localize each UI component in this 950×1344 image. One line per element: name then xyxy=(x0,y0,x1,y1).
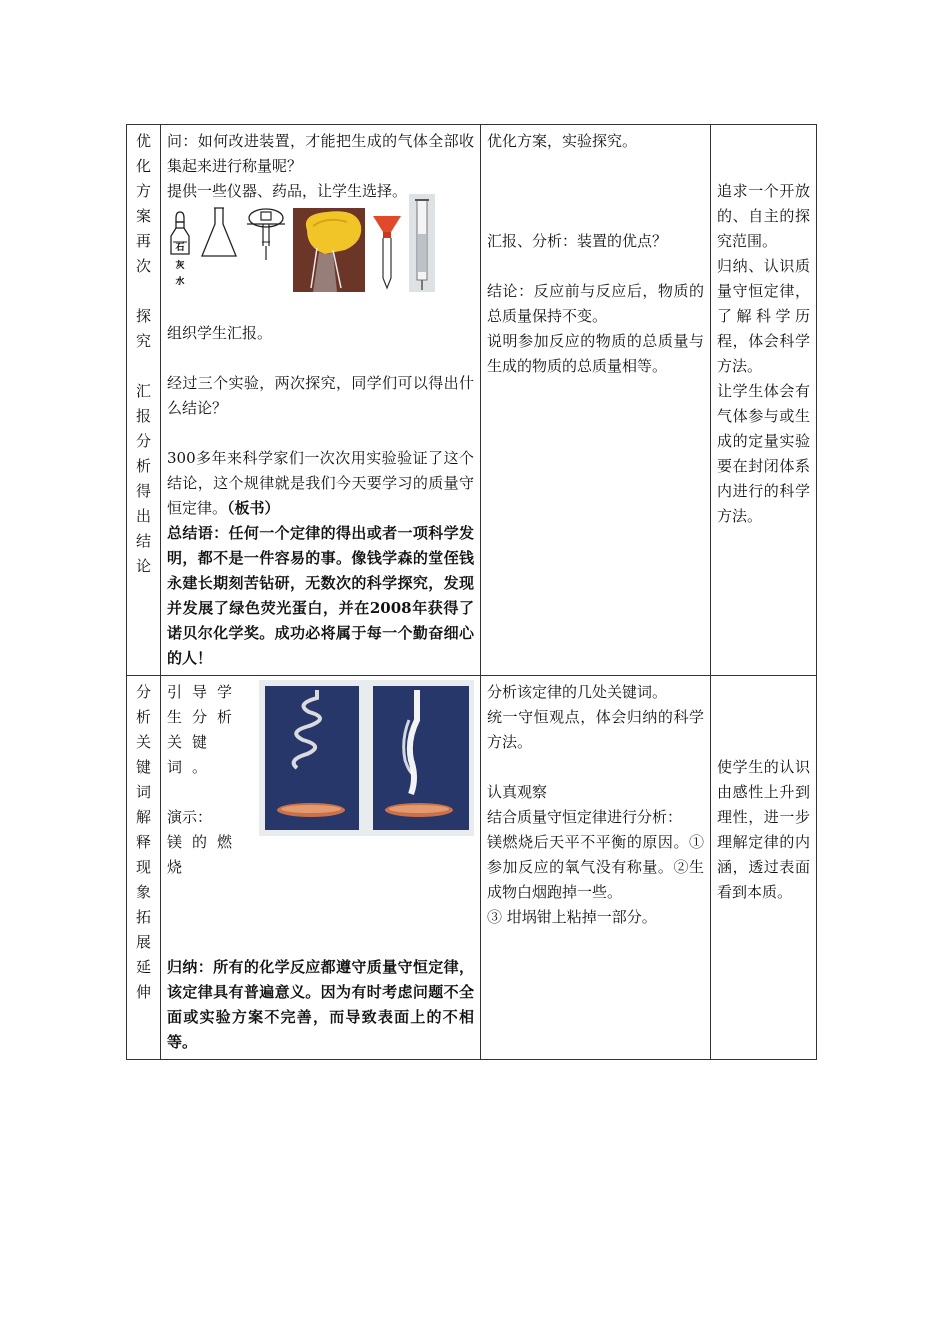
student-conclusion: 结论：反应前与反应后，物质的总质量保持不变。 xyxy=(487,282,704,325)
teacher-summary: 总结语：任何一个定律的得出或者一项科学发明，都不是一件容易的事。像钱学森的堂侄钱永建长期刻苦钻研，无数次的科学探究，发现并发展了绿色荧光蛋白，并在2008年获得了诺贝尔化学奖。成功必将属于每一个勤奋细心的人！ xyxy=(167,524,474,667)
stage-char: 得 xyxy=(135,482,151,500)
stage-char: 关 xyxy=(135,733,151,751)
teacher-activity-cell xyxy=(161,125,481,676)
stage-char: 案 xyxy=(135,207,151,225)
stage-char: 析 xyxy=(135,708,151,726)
stage-char: 键 xyxy=(135,758,151,776)
reagent-bottle-icon xyxy=(167,208,193,292)
stage-char: 词 xyxy=(135,783,151,801)
magnesium-burning-photo xyxy=(259,680,474,836)
stage-char: 汇 xyxy=(135,382,151,400)
history-text: 300多年来科学家们一次次用实验验证了这个结论，这个规律就是我们今天要学习的质量守恒定律。 xyxy=(167,449,474,517)
stage-char: 论 xyxy=(135,557,151,575)
student-observe: 认真观察 xyxy=(487,783,548,801)
demo-title: 镁的燃烧 xyxy=(167,833,243,876)
teacher-question: 问：如何改进装置，才能把生成的气体全部收集起来进行称量呢？ xyxy=(167,132,474,175)
student-reason: 镁燃烧后天平不平衡的原因。①参加反应的氧气没有称量。②生成物白烟跑掉一些。 xyxy=(487,833,704,901)
funnel-icon xyxy=(371,208,403,292)
teacher-history xyxy=(167,446,474,521)
table-row xyxy=(127,676,817,1060)
conical-flask-icon xyxy=(199,204,239,264)
design-intent-cell xyxy=(711,676,817,1060)
stage-char: 分 xyxy=(135,683,151,701)
table-row xyxy=(127,125,817,676)
stage-char: 优 xyxy=(135,132,151,150)
stage-char: 结 xyxy=(135,532,151,550)
stage-char: 出 xyxy=(135,507,151,525)
stage-char: 探 xyxy=(135,307,151,325)
intent-closed-system: 让学生体会有气体参与或生成的定量实验要在封闭体系内进行的科学方法。 xyxy=(717,382,810,525)
stage-char: 拓 xyxy=(135,908,151,926)
balloon-flask-photo xyxy=(293,208,365,292)
board-note: （板书） xyxy=(227,499,280,517)
teacher-guide: 引导学生分析关键词。 xyxy=(167,683,243,776)
stage-cell xyxy=(127,676,161,1060)
demo-text xyxy=(167,680,249,880)
stage-char: 解 xyxy=(135,808,151,826)
demo-block xyxy=(167,680,474,880)
limewater-char-2: 灰 xyxy=(175,260,185,270)
student-report: 汇报、分析：装置的优点？ xyxy=(487,232,668,250)
stage-char: 伸 xyxy=(135,983,151,1001)
stage-cell xyxy=(127,125,161,676)
stage-char: 延 xyxy=(135,958,151,976)
lesson-plan-table xyxy=(126,124,817,1060)
student-reason-3: ③ 坩埚钳上粘掉一部分。 xyxy=(487,908,657,926)
stage-char xyxy=(133,279,154,304)
teacher-provide: 提供一些仪器、药品，让学生选择。 xyxy=(167,182,408,200)
student-optimize: 优化方案，实验探究。 xyxy=(487,132,638,150)
teacher-activity-cell xyxy=(161,676,481,1060)
stage-char: 析 xyxy=(135,457,151,475)
intent-open: 追求一个开放的、自主的探究范围。 xyxy=(717,182,810,250)
stage-char: 象 xyxy=(135,883,151,901)
teacher-after-three: 经过三个实验，两次探究，同学们可以得出什么结论？ xyxy=(167,374,474,417)
stage-char: 分 xyxy=(135,432,151,450)
stage-char: 现 xyxy=(135,858,151,876)
demo-label: 演示： xyxy=(167,808,213,826)
design-intent-cell xyxy=(711,125,817,676)
limewater-char-3: 水 xyxy=(175,276,185,286)
stage-char: 化 xyxy=(135,157,151,175)
stage-char: 方 xyxy=(135,182,151,200)
apparatus-figures xyxy=(167,206,474,292)
stage-label xyxy=(133,680,154,1005)
student-activity-cell xyxy=(481,125,711,676)
stage-char: 究 xyxy=(135,332,151,350)
student-explain: 说明参加反应的物质的总质量与生成的物质的总质量相等。 xyxy=(487,332,704,375)
stage-char xyxy=(133,354,154,379)
stage-char: 次 xyxy=(135,257,151,275)
stage-char: 释 xyxy=(135,833,151,851)
student-activity-cell xyxy=(481,676,711,1060)
stoppered-flask-icon xyxy=(245,202,287,272)
teacher-organize: 组织学生汇报。 xyxy=(167,324,273,342)
limewater-char-1: 石 xyxy=(175,242,185,252)
intent-law: 归纳、认识质量守恒定律，了解科学历程，体会科学方法。 xyxy=(717,257,810,375)
stage-char: 展 xyxy=(135,933,151,951)
intent-understanding: 使学生的认识由感性上升到理性，进一步理解定律的内涵，透过表面看到本质。 xyxy=(717,758,810,901)
teacher-induction: 归纳：所有的化学反应都遵守质量守恒定律，该定律具有普遍意义。因为有时考虑问题不全面或实验方案不完善，而导致表面上的不相等。 xyxy=(167,958,474,1051)
stage-char: 报 xyxy=(135,407,151,425)
stage-label xyxy=(133,129,154,579)
student-keywords: 分析该定律的几处关键词。 xyxy=(487,683,668,701)
student-analyze: 结合质量守恒定律进行分析： xyxy=(487,808,683,826)
student-unify: 统一守恒观点，体会归纳的科学方法。 xyxy=(487,708,704,751)
stage-char: 再 xyxy=(135,232,151,250)
syringe-photo xyxy=(409,194,435,292)
